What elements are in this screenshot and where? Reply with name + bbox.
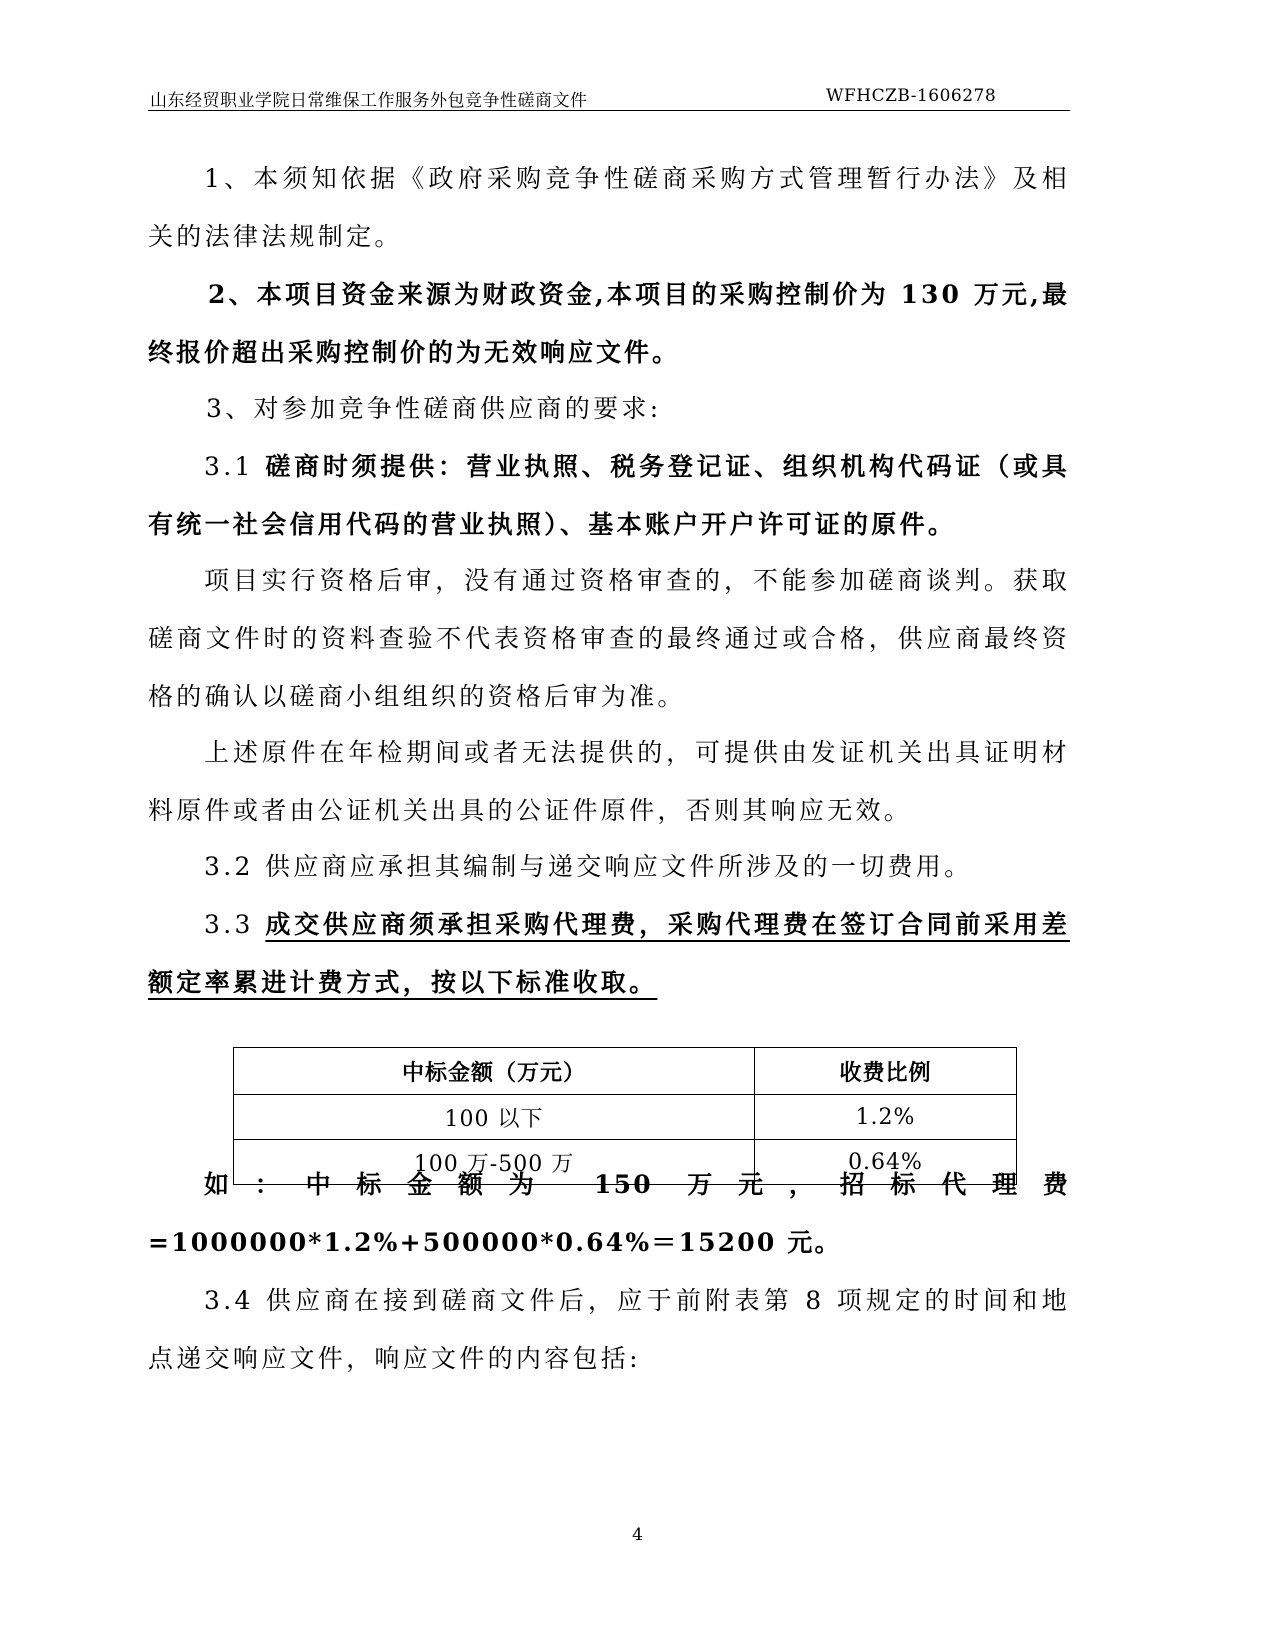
page-number: 4 [632, 1525, 643, 1545]
paragraph-1: 1、本须知依据《政府采购竞争性磋商采购方式管理暂行办法》及相关的法律法规制定。 [148, 164, 1070, 251]
paragraph-3-4: 3.4 供应商在接到磋商文件后，应于前附表第 8 项规定的时间和地点递交响应文件，响应文件的内容包括: [148, 1286, 1070, 1373]
paragraph-3-3-number: 3.3 [204, 910, 266, 939]
table-cell-amount: 100 以下 [234, 1095, 755, 1140]
page-header [148, 84, 1070, 111]
paragraph-original: 上述原件在年检期间或者无法提供的，可提供由发证机关出具证明材料原件或者由公证机关出具的公证件原件，否则其响应无效。 [148, 738, 1070, 825]
paragraph-review: 项目实行资格后审，没有通过资格审查的，不能参加磋商谈判。获取磋商文件时的资料查验不代表资格审查的最终通过或合格，供应商最终资格的确认以磋商小组组织的资格后审为准。 [148, 566, 1070, 711]
paragraph-3-1-number: 3.1 [204, 452, 266, 481]
table-cell-rate: 1.2% [755, 1095, 1017, 1140]
paragraph-3: 3、对参加竞争性磋商供应商的要求: [206, 394, 662, 423]
table-cell-rate: 0.64% [755, 1140, 1017, 1185]
fee-example: 如：中标金额为 150 万元，招标代理费=1000000*1.2%+500000*0.64%＝15200 元。 [148, 1170, 1070, 1257]
table-header-rate: 收费比例 [755, 1048, 1017, 1095]
table-row [234, 1095, 1017, 1140]
table-cell-amount: 100 万-500 万 [234, 1140, 755, 1185]
paragraph-3-3-text: 成交供应商须承担采购代理费，采购代理费在签订合同前采用差额定率累进计费方式，按以下标准收取。 [148, 910, 1070, 997]
table-header-amount: 中标金额（万元） [234, 1048, 755, 1095]
table-header-row [234, 1048, 1017, 1095]
paragraph-3-3 [148, 896, 1070, 1012]
paragraph-3-1-text: 磋商时须提供：营业执照、税务登记证、组织机构代码证（或具有统一社会信用代码的营业执照）、基本账户开户许可证的原件。 [148, 452, 1070, 539]
paragraph-3-1 [148, 438, 1070, 554]
document-code: WFHCZB-1606278 [826, 86, 997, 106]
document-title: 山东经贸职业学院日常维保工作服务外包竞争性磋商文件 [150, 91, 588, 111]
paragraph-2: 2、本项目资金来源为财政资金,本项目的采购控制价为 130 万元,最终报价超出采购控制价的为无效响应文件。 [148, 280, 1070, 367]
paragraph-3-2: 3.2 供应商应承担其编制与递交响应文件所涉及的一切费用。 [204, 852, 973, 881]
